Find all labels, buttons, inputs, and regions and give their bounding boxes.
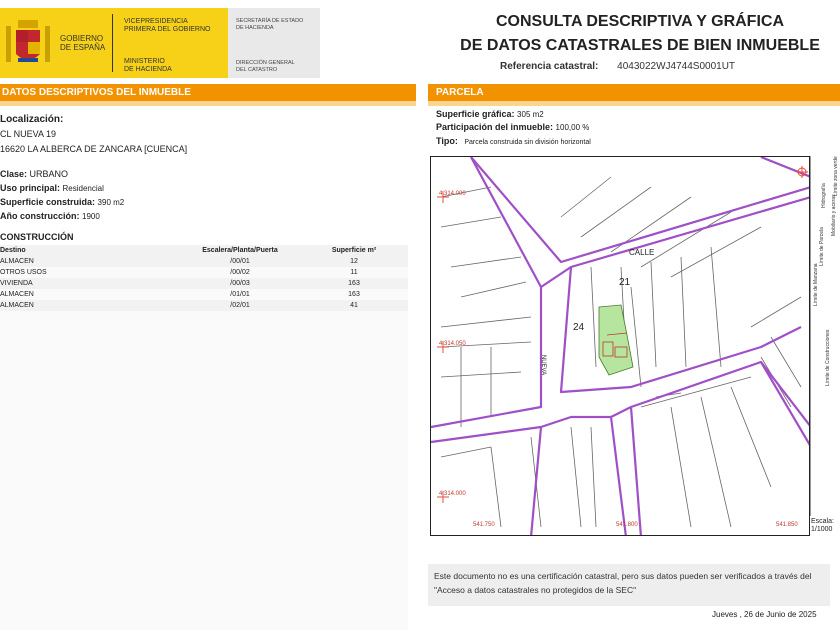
street-label-calle: CALLE (629, 248, 655, 257)
cell-superficie: 41 (350, 302, 358, 309)
cell-destino: VIVIENDA (0, 280, 33, 287)
participacion-row (436, 122, 589, 132)
clase-row (0, 169, 68, 179)
map-scale (811, 518, 834, 534)
superficie-label: Superficie construida: (0, 197, 96, 207)
cell-destino: ALMACEN (0, 302, 34, 309)
clase-value: URBANO (29, 169, 69, 179)
table-body (0, 256, 408, 311)
section-bar-underline (0, 101, 416, 106)
government-header (0, 8, 320, 78)
cell-destino: ALMACEN (0, 258, 34, 265)
tipo-label: Tipo: (436, 136, 458, 146)
cell-escalera: /02/01 (230, 302, 250, 309)
address-line-1: CL NUEVA 19 (0, 129, 57, 139)
construction-table (0, 245, 408, 311)
section-bar-underline (428, 101, 840, 106)
map-legend (810, 156, 840, 516)
cell-destino: ALMACEN (0, 291, 34, 298)
legend-item: Límite zona verde (833, 156, 839, 196)
coat-of-arms-icon (4, 16, 52, 70)
cell-superficie: 11 (350, 269, 358, 276)
section-title-descriptive: DATOS DESCRIPTIVOS DEL INMUEBLE (2, 87, 191, 98)
table-row (0, 256, 408, 267)
clase-label: Clase: (0, 169, 28, 179)
superficie-value: 390 m2 (97, 198, 125, 207)
legend-item: Mobiliario y aceras (831, 194, 837, 236)
table-row (0, 278, 408, 289)
cadastral-map[interactable] (430, 156, 810, 536)
vicepresidencia-label: VICEPRESIDENCIA PRIMERA DEL GOBIERNO (124, 18, 211, 33)
tipo-row (436, 136, 591, 146)
scale-value: 1/1000 (811, 526, 833, 533)
government-name: GOBIERNO DE ESPAÑA (60, 34, 106, 52)
section-bar-descriptive (0, 84, 416, 101)
legend-item: Límite de Parcela (819, 227, 825, 266)
secretaria-block (228, 8, 320, 78)
header-escalera: Escalera/Planta/Puerta (202, 247, 278, 254)
table-row (0, 267, 408, 278)
coord-top: 4.314.000 (439, 191, 466, 197)
document-date: Jueves , 26 de Junio de 2025 (712, 610, 817, 619)
anio-label: Año construcción: (0, 211, 80, 221)
cell-superficie: 163 (348, 280, 360, 287)
divider (112, 14, 113, 72)
anio-row (0, 211, 100, 221)
header-superficie: Superficie m² (331, 247, 377, 254)
participacion-label: Participación del inmueble: (436, 122, 554, 132)
page-title: CONSULTA DESCRIPTIVA Y GRÁFICA DE DATOS CATASTRALES DE BIEN INMUEBLE (460, 13, 820, 54)
construccion-title: CONSTRUCCIÓN (0, 232, 74, 242)
section-bar-parcela (428, 84, 840, 101)
direccion-label: DIRECCIÓN GENERAL DEL CATASTRO (236, 60, 295, 73)
legend-item: Límite de Construcciones (825, 329, 831, 386)
cell-escalera: /00/03 (230, 280, 250, 287)
anio-value: 1900 (82, 212, 100, 221)
disclaimer-note: Este documento no es una certificación catastral, pero sus datos pueden ser verificados a través del "Acceso a datos catastrales no protegidos de la SEC" (428, 564, 830, 606)
table-header (0, 245, 408, 256)
cell-escalera: /01/01 (230, 291, 250, 298)
coord-bottom: 4.314.000 (439, 491, 466, 497)
table-row (0, 300, 408, 311)
participacion-value: 100,00 % (555, 123, 590, 132)
table-row (0, 289, 408, 300)
superficie-grafica-value: 305 m2 (517, 110, 544, 119)
street-label-nueva: NUEVA (540, 354, 547, 376)
cell-escalera: /00/02 (230, 269, 250, 276)
uso-value: Residencial (62, 184, 104, 193)
tipo-value: Parcela construida sin división horizontal (464, 139, 591, 146)
scale-label: Escala: (811, 518, 834, 525)
localizacion-label: Localización: (0, 114, 64, 125)
ref-label: Referencia catastral: (500, 61, 599, 72)
legend-item: Hidrografía (821, 183, 827, 208)
coord-x3: 541.850 (776, 522, 798, 528)
coord-mid: 4.314.050 (439, 341, 466, 347)
coord-x2: 541.800 (616, 522, 638, 528)
secretaria-label: SECRETARÍA DE ESTADO DE HACIENDA (236, 18, 304, 31)
superficie-grafica-row (436, 109, 544, 119)
coord-x1: 541.750 (473, 522, 495, 528)
legend-item: Límite de Manzana (813, 263, 819, 306)
parcel-number-21: 21 (619, 277, 631, 288)
uso-row (0, 183, 104, 193)
superficie-grafica-label: Superficie gráfica: (436, 109, 515, 119)
government-logo-block (0, 8, 228, 78)
section-title-parcela: PARCELA (436, 87, 484, 98)
cell-superficie: 163 (348, 291, 360, 298)
superficie-row (0, 197, 124, 207)
cell-destino: OTROS USOS (0, 269, 47, 276)
cell-superficie: 12 (350, 258, 358, 265)
ministerio-label: MINISTERIO DE HACIENDA (124, 58, 172, 73)
cell-escalera: /00/01 (230, 258, 250, 265)
ref-value: 4043022WJ4744S0001UT (617, 61, 736, 72)
cadastral-reference (500, 61, 735, 72)
header-destino: Destino (0, 247, 26, 254)
uso-label: Uso principal: (0, 183, 61, 193)
address-line-2: 16620 LA ALBERCA DE ZANCARA [CUENCA] (0, 144, 188, 154)
map-drawing (431, 157, 810, 536)
parcel-number-24: 24 (573, 322, 585, 333)
